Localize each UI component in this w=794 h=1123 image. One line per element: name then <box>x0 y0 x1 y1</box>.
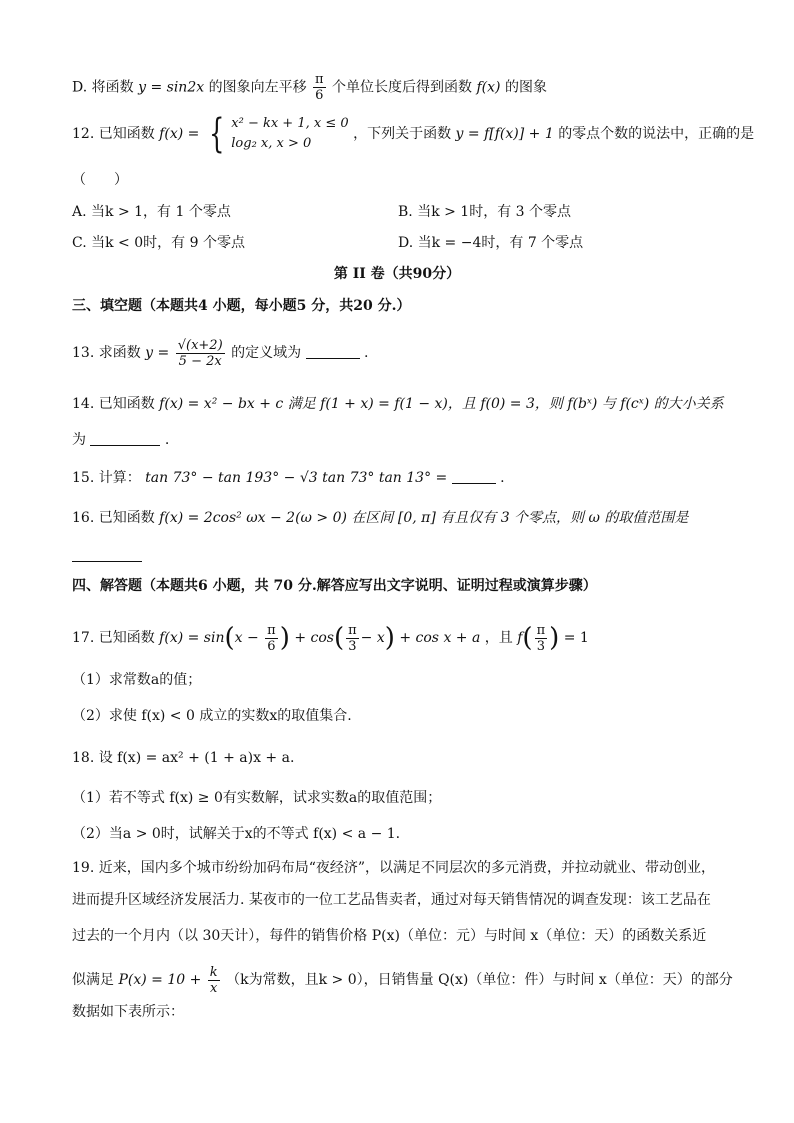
q19-line-2: 进而提升区域经济发展活力. 某夜市的一位工艺品售卖者，通过对每天销售情况的调查发现：该工艺品在 <box>72 892 711 908</box>
q13-answer-blank[interactable] <box>306 344 360 359</box>
q17-frac-pi-3: $\frac{\pi}{3}$ <box>348 622 357 654</box>
q17-part-1: （1）求常数a的值； <box>72 672 202 688</box>
q13-prefix: 13. 求函数 <box>72 345 141 361</box>
q11d-text: 的图象向左平移 <box>208 79 307 96</box>
brace-symbol: { <box>208 111 225 157</box>
q13: 13. 求函数 y = $\frac{√(x+2)}{5 - 2x}$ 的定义域为 . <box>72 337 369 369</box>
q12-case-2: log₂ x, x > 0 <box>231 136 312 151</box>
q11d-end: 的图象 <box>504 79 547 96</box>
q17-frac-pi-3-b: $\frac{\pi}{3}$ <box>536 622 546 654</box>
q12-case-1: x² − kx + 1, x ≤ 0 <box>231 116 349 131</box>
q14-answer-blank[interactable] <box>90 431 160 446</box>
q17-part-2: （2）求使 f(x) < 0 成立的实数x的取值集合. <box>72 708 352 724</box>
q19-line-5: 数据如下表所示： <box>72 1004 184 1020</box>
q12-stem <box>72 111 755 157</box>
q18-part-2: （2）当a > 0时，试解关于x的不等式 f(x) < a − 1. <box>72 826 401 842</box>
q17-prefix: 17. 已知函数 <box>72 630 155 646</box>
q11d-fraction: $\frac{\pi}{6}$ <box>315 72 324 103</box>
q16-answer-blank[interactable] <box>72 547 142 562</box>
q15: 15. 计算： tan 73° − tan 193° − √3 tan 73° tan 13° = . <box>72 470 505 486</box>
q16-text: f(x) = 2cos² ωx − 2(ω > 0) 在区间 [0, π] 有且仅有 3 个零点，则 ω 的取值范围是 <box>159 510 689 526</box>
q12-prefix: 12. 已知函数 <box>72 126 155 142</box>
q11d-text-2: 个单位长度后得到函数 <box>332 79 473 96</box>
q19-line-3: 过去的一个月内（以 30天计），每件的销售价格 P(x)（单位：元）与时间 x（单位：天）的函数关系近 <box>72 928 707 944</box>
q12-end: 的零点个数的说法中，正确的是 <box>558 126 755 142</box>
q13-y: y = <box>145 345 170 361</box>
q19-price-function: P(x) = 10 + <box>118 972 202 988</box>
q14-text: f(x) = x² − bx + c 满足 f(1 + x) = f(1 − x)，且 f(0) = 3，则 f(bˣ) 与 f(cˣ) 的大小关系 <box>159 396 724 412</box>
q16-answer-line <box>72 546 142 566</box>
q19-line-4: 似满足 P(x) = 10 + $\frac{k}{x}$ （k为常数，且k > 0），日销售量 Q(x)（单位：件）与时间 x（单位：天）的部分 <box>72 964 733 996</box>
q17-frac-pi-6: $\frac{\pi}{6}$ <box>267 622 276 654</box>
q14-line-1 <box>72 394 724 414</box>
q13-fraction: $\frac{√(x+2)}{5 - 2x}$ <box>177 337 223 369</box>
q12-text: ，下列关于函数 <box>353 126 452 142</box>
q12-option-d: D. 当k = −4时，有 7 个零点 <box>398 235 584 251</box>
q16-prefix: 16. 已知函数 <box>72 510 155 526</box>
q16 <box>72 508 688 528</box>
q15-expression: tan 73° − tan 193° − √3 tan 73° tan 13° = <box>145 470 448 486</box>
q15-prefix: 15. 计算： <box>72 470 141 486</box>
q11d-function: y = sin2x <box>138 79 205 96</box>
q17-stem: 17. 已知函数 f(x) = sin(x − $\frac{\pi}{6}$ ) + cos( $\frac{\pi}{3}$ − x) + cos x + a ，且 f( $\frac{\pi}{3}$ ) = 1 <box>72 622 589 654</box>
part2-title: 第 II 卷（共90分） <box>333 266 461 282</box>
q12-option-b: B. 当k > 1时，有 3 个零点 <box>398 204 572 220</box>
q12-answer-paren: （ ） <box>72 172 128 188</box>
q12-piecewise <box>204 111 349 157</box>
q12-fx: f(x) = <box>159 126 200 142</box>
q19-frac-k-x: $\frac{k}{x}$ <box>209 964 218 996</box>
q12-gx: y = f[f(x)] + 1 <box>455 126 554 142</box>
q11-option-d <box>72 72 547 103</box>
q14-line-2: 为 . <box>72 432 170 448</box>
q13-text: 的定义域为 <box>231 345 302 361</box>
q11d-prefix: D. 将函数 <box>72 79 134 96</box>
q14-prefix: 14. 已知函数 <box>72 396 155 412</box>
q12-option-c: C. 当k < 0时，有 9 个零点 <box>72 235 245 251</box>
q12-option-a: A. 当k > 1，有 1 个零点 <box>72 204 231 220</box>
q11d-fx: f(x) <box>476 79 501 96</box>
q18-stem: 18. 设 f(x) = ax² + (1 + a)x + a. <box>72 750 295 766</box>
q15-answer-blank[interactable] <box>452 469 496 484</box>
section3-title: 三、填空题（本题共4 小题，每小题5 分，共20 分.） <box>72 298 411 314</box>
q18-part-1: （1）若不等式 f(x) ≥ 0有实数解，试求实数a的取值范围； <box>72 790 442 806</box>
section4-title: 四、解答题（本题共6 小题，共 70 分.解答应写出文字说明、证明过程或演算步骤） <box>72 578 597 594</box>
q19-line-1: 19. 近来，国内多个城市纷纷加码布局“夜经济”，以满足不同层次的多元消费，并拉动就业、带动创业， <box>72 860 716 876</box>
